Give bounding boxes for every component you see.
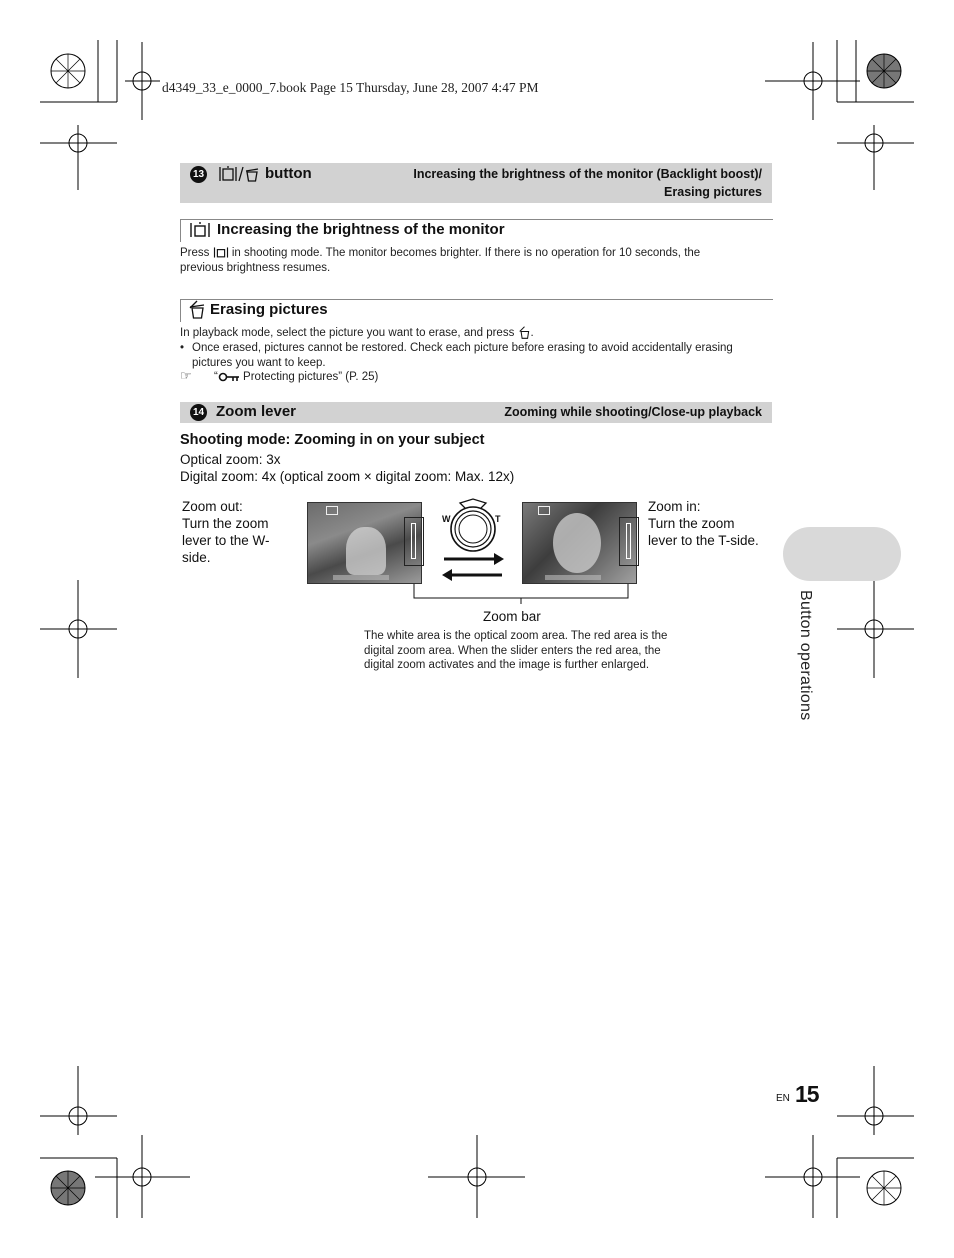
mode-indicator-icon — [326, 506, 338, 515]
reference-hand-icon: ☞ — [180, 368, 192, 383]
section-13-subtitle-1: Increasing the brightness of the monitor (Backlight boost)/ — [413, 167, 762, 181]
section-13-title: button — [265, 165, 312, 182]
zoom-note-line-3: digital zoom activates and the image is further enlarged. — [364, 659, 650, 671]
brightness-body-post: in shooting mode. The monitor becomes brighter. If there is no operation for 10 seconds, the — [231, 247, 701, 259]
backlight-icon — [189, 221, 211, 244]
erasing-bullet-line2: pictures you want to keep. — [192, 356, 326, 369]
backlight-icon-inline — [213, 246, 229, 259]
section-14-bar — [180, 402, 772, 423]
bullet-marker: • — [180, 342, 185, 354]
erasing-reference — [180, 369, 780, 385]
people-silhouette — [346, 527, 386, 575]
face-silhouette — [553, 513, 601, 573]
zoom-out-line-2: Turn the zoom — [182, 516, 269, 531]
erasing-bullet — [180, 341, 780, 370]
zoom-bar-label: Zoom bar — [483, 609, 541, 624]
zoom-note — [364, 629, 724, 673]
brightness-heading: Increasing the brightness of the monitor — [217, 221, 505, 238]
section-13-subtitle-2: Erasing pictures — [664, 185, 762, 199]
brightness-body-line2: previous brightness resumes. — [180, 261, 331, 274]
optical-zoom-text: Optical zoom: 3x — [180, 452, 281, 467]
erasing-line1-text: In playback mode, select the picture you want to erase, and press — [180, 327, 515, 339]
zoom-bar-tele — [619, 517, 639, 566]
trash-icon — [188, 300, 206, 324]
section-number-badge: 14 — [190, 404, 207, 421]
zoom-bar-wide — [404, 517, 424, 566]
status-readout — [545, 575, 601, 580]
zoom-out-line-1: Zoom out: — [182, 499, 243, 514]
erasing-line1: In playback mode, select the picture you want to erase, and press . — [180, 327, 534, 339]
erasing-heading: Erasing pictures — [210, 301, 328, 318]
w-label: W — [442, 514, 451, 524]
zoom-in-line-1: Zoom in: — [648, 499, 701, 514]
zoom-out-text — [182, 498, 270, 566]
chapter-tab — [783, 527, 901, 581]
brightness-body — [180, 246, 780, 275]
trash-icon-inline — [518, 326, 531, 339]
digital-zoom-text: Digital zoom: 4x (optical zoom × digital zoom: Max. 12x) — [180, 469, 515, 484]
zoom-in-line-2: Turn the zoom — [648, 516, 735, 531]
zoom-in-text — [648, 498, 759, 549]
mode-indicator-icon — [538, 506, 550, 515]
zoom-out-line-4: side. — [182, 550, 211, 565]
zoom-lever-graphic — [440, 497, 506, 587]
page-number: 15 — [795, 1081, 819, 1107]
backlight-erase-icon — [218, 165, 260, 188]
section-14-subtitle: Zooming while shooting/Close-up playback — [504, 405, 762, 419]
zoom-note-line-1: The white area is the optical zoom area. The red area is the — [364, 630, 668, 642]
zoom-bar-bracket — [412, 584, 632, 604]
protect-key-icon — [218, 372, 240, 382]
section-number-badge: 13 — [190, 166, 207, 183]
erasing-bullet-line1: Once erased, pictures cannot be restored. Check each picture before erasing to avoid accidentally erasing — [192, 342, 733, 354]
reference-text: Protecting pictures” (P. 25) — [243, 371, 379, 383]
section-14-title: Zoom lever — [216, 403, 297, 420]
chapter-label: Button operations — [797, 590, 814, 721]
section-13-bar — [180, 163, 772, 203]
zoom-in-line-3: lever to the T-side. — [648, 533, 759, 548]
zoom-heading: Shooting mode: Zooming in on your subject — [180, 432, 485, 448]
t-label: T — [495, 514, 501, 524]
zoom-out-line-3: lever to the W- — [182, 533, 270, 548]
book-info-header: d4349_33_e_0000_7.book Page 15 Thursday, June 28, 2007 4:47 PM — [162, 80, 539, 95]
brightness-body-pre: Press — [180, 247, 210, 259]
reference-open-quote: “ — [214, 371, 218, 383]
status-readout — [333, 575, 389, 580]
zoom-note-line-2: digital zoom area. When the slider enters the red area, the — [364, 644, 661, 657]
language-label: EN — [776, 1093, 790, 1104]
